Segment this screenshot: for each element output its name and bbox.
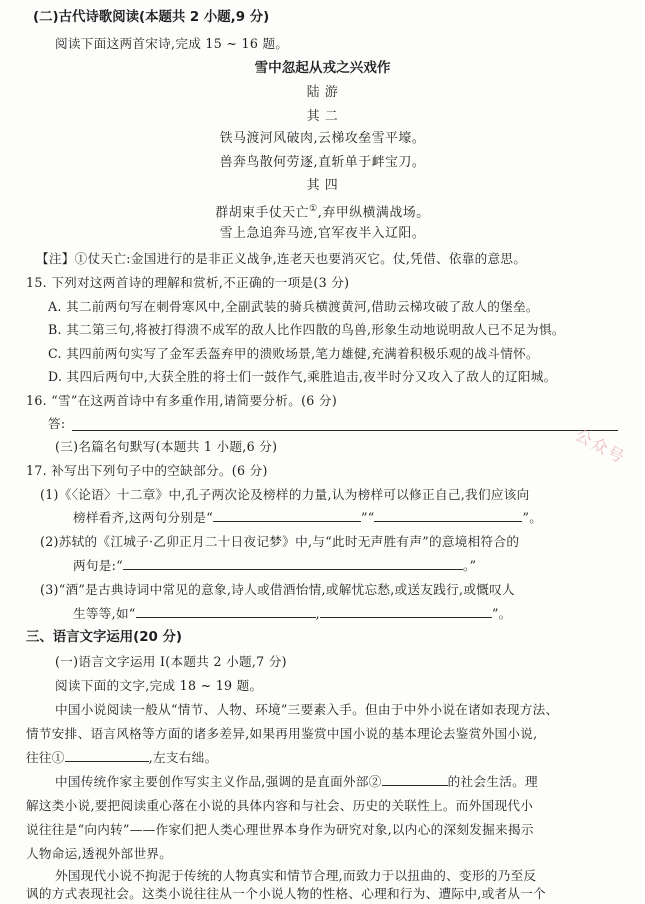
poem-part4-label: 其 四 <box>306 178 339 193</box>
question-17-part3-blanks <box>73 604 512 623</box>
prompt-text: ”。 <box>522 510 543 525</box>
prompt-text: , <box>315 606 320 621</box>
question-16-stem: 16. “雪”在这两首诗中有多重作用,请简要分析。(6 分) <box>26 393 338 408</box>
prompt-text: 两句是:“ <box>73 558 123 573</box>
question-15-stem: 15. 下列对这两首诗的理解和赏析,不正确的一项是(3 分) <box>26 275 350 290</box>
question-15-option-c: C. 其四前两句实写了金军丢盔弃甲的溃败场景,笔力雄健,充满着积极乐观的战斗情怀。 <box>48 346 539 361</box>
poem-line <box>0 200 645 222</box>
fill-blank[interactable] <box>320 605 492 618</box>
passage-line-blank <box>26 748 217 767</box>
passage-line: 中国小说阅读一般从“情节、人物、环境”三要素入手。但由于中外小说在诸如表现方法、 <box>55 702 559 717</box>
prompt-text: ”。 <box>491 606 512 621</box>
watermark: 公众号 <box>572 425 629 468</box>
fill-blank[interactable] <box>123 557 463 570</box>
question-15-option-d: D. 其四后两句中,大获全胜的将士们一鼓作气,乘胜追击,夜半时分又攻入了敌人的辽阳城。 <box>48 369 557 384</box>
section-header-poetry: (二)古代诗歌阅读(本题共 2 小题,9 分) <box>33 10 270 25</box>
passage-line: 讽的方式表现社会。这类小说往往从一个小说人物的性格、心理和行为、遭际中,或者从一个 <box>26 886 547 901</box>
passage-line-blank <box>55 772 538 791</box>
passage-text: 往往① <box>26 750 65 765</box>
question-15-option-a: A. 其二前两句写在刺骨寒风中,全副武装的骑兵横渡黄河,借助云梯攻破了敌人的堡垒。 <box>48 299 539 314</box>
poetry-instruction: 阅读下面这两首宋诗,完成 15 ~ 16 题。 <box>55 36 289 51</box>
poem-line: 兽奔鸟散何劳逐,直斩单于衅宝刀。 <box>219 155 426 170</box>
poem-line: 雪上急追奔马迹,官军夜半入辽阳。 <box>219 226 426 241</box>
prompt-text: 生等等,如“ <box>73 606 136 621</box>
poem-title: 雪中忽起从戎之兴戏作 <box>254 60 391 76</box>
passage-line: 情节安排、语言风格等方面的诸多差异,如果再用鉴赏中国小说的基本理论去鉴赏外国小说, <box>26 726 538 741</box>
subsection-header: (一)语言文字运用 Ⅰ(本题共 2 小题,7 分) <box>55 654 287 669</box>
fill-blank[interactable] <box>382 773 448 786</box>
question-15-option-b: B. 其二第三句,将被打得溃不成军的敌人比作四散的鸟兽,形象生动地说明敌人已不足为惧。 <box>48 322 565 337</box>
poem-text: ,弃甲纵横满战场。 <box>317 205 430 221</box>
prompt-text: 榜样看齐,这两句分别是“ <box>73 510 213 525</box>
prompt-text: ”“ <box>360 510 375 525</box>
passage-text: 的社会生活。理 <box>447 774 538 789</box>
reading-instruction: 阅读下面的文字,完成 18 ~ 19 题。 <box>55 678 263 693</box>
prompt-text: 。” <box>462 558 477 573</box>
fill-blank[interactable] <box>213 509 361 522</box>
fill-blank[interactable] <box>65 749 149 762</box>
passage-line: 解这类小说,要把阅读重心落在小说的具体内容和与社会、历史的关联性上。而外国现代小 <box>26 798 534 813</box>
question-17-part1: (1)《〈论语〉十二章》中,孔子两次论及榜样的力量,认为榜样可以修正自己,我们应该向 <box>40 487 530 502</box>
passage-text: 中国传统作家主要创作写实主义作品,强调的是直面外部② <box>55 774 382 789</box>
answer-label: 答: <box>48 416 66 431</box>
footnote-marker: ① <box>309 204 318 214</box>
question-17-part1-blanks <box>73 508 542 527</box>
section-header-dictation: (三)名篇名句默写(本题共 1 小题,6 分) <box>55 439 278 454</box>
passage-line: 说往往是“向内转”——作家们把人类心理世界本身作为研究对象,以内心的深刻发掘来揭示 <box>26 822 534 837</box>
poem-text: 群胡束手仗天亡 <box>215 205 310 221</box>
poem-line: 铁马渡河风破肉,云梯攻垒雪平壕。 <box>219 131 426 146</box>
passage-line: 外国现代小说不拘泥于传统的人物真实和情节合理,而致力于以扭曲的、变形的乃至反 <box>55 868 537 883</box>
answer-line[interactable] <box>72 430 618 431</box>
poem-part2-label: 其 二 <box>306 109 339 124</box>
section-header-language: 三、语言文字运用(20 分) <box>26 630 183 645</box>
question-17-part2: (2)苏轼的《江城子·乙卯正月二十日夜记梦》中,与“此时无声胜有声”的意境相符合的 <box>40 534 520 549</box>
fill-blank[interactable] <box>136 605 316 618</box>
question-17-stem: 17. 补写出下列句子中的空缺部分。(6 分) <box>26 463 268 478</box>
question-17-part2-blanks <box>73 556 476 575</box>
passage-text: ,左支右绌。 <box>148 750 218 765</box>
poem-note: 【注】①仗天亡:金国进行的是非正义战争,连老天也要消灭它。仗,凭借、依靠的意思。 <box>36 251 527 266</box>
fill-blank[interactable] <box>374 509 522 522</box>
question-17-part3: (3)“酒”是古典诗词中常见的意象,诗人或借酒怡情,或解忧忘愁,或送友践行,或慨叹人 <box>40 582 515 597</box>
passage-line: 人物命运,透视外部世界。 <box>26 846 173 861</box>
poem-author: 陆 游 <box>306 85 339 100</box>
